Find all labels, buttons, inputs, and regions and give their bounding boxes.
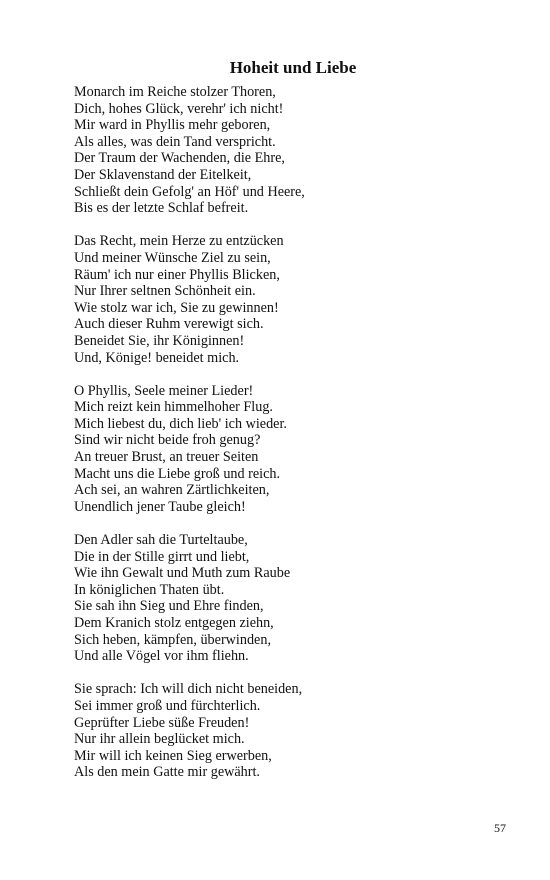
- poem-line: Macht uns die Liebe groß und reich.: [74, 465, 281, 482]
- poem-line: Räum' ich nur einer Phyllis Blicken,: [74, 266, 280, 283]
- poem-line: Auch dieser Ruhm verewigt sich.: [74, 316, 264, 333]
- poem-line: Als den mein Gatte mir gewährt.: [74, 764, 260, 781]
- poem-line: Den Adler sah die Turteltaube,: [74, 532, 248, 549]
- poem-line: Wie stolz war ich, Sie zu gewinnen!: [74, 299, 279, 316]
- poem-line: In königlichen Thaten übt.: [74, 581, 225, 598]
- poem-line: Dem Kranich stolz entgegen ziehn,: [74, 615, 274, 631]
- poem-line: Wie ihn Gewalt und Muth zum Raube: [74, 565, 291, 582]
- poem-line: Unendlich jener Taube gleich!: [74, 498, 246, 515]
- stanza-2: [74, 233, 514, 366]
- poem-line: Und alle Vögel vor ihm fliehn.: [74, 648, 249, 665]
- stanza-3: [74, 383, 514, 516]
- poem-line: Bis es der letzte Schlaf befreit.: [74, 200, 249, 217]
- poem-line: Die in der Stille girrt und liebt,: [74, 548, 250, 565]
- poem-line: Mich liebest du, dich lieb' ich wieder.: [74, 415, 287, 432]
- poem-line: Sei immer groß und fürchterlich.: [74, 697, 261, 714]
- poem-line: Dich, hohes Glück, verehr' ich nicht!: [74, 100, 284, 117]
- stanza-4: [74, 532, 514, 665]
- poem-line: Und meiner Wünsche Ziel zu sein,: [74, 249, 271, 266]
- poem-line: Als alles, was dein Tand verspricht.: [74, 133, 276, 150]
- poem-line: Und, Könige! beneidet mich.: [74, 349, 240, 366]
- page-title: Hoheit und Liebe: [229, 58, 357, 77]
- poem-line: Der Traum der Wachenden, die Ehre,: [74, 150, 285, 167]
- poem-line: Schließt dein Gefolg' an Höf' und Heere,: [74, 183, 305, 200]
- poem-line: Ach sei, an wahren Zärtlichkeiten,: [74, 482, 270, 499]
- poem-line: Sich heben, kämpfen, überwinden,: [74, 631, 271, 648]
- poem-line: O Phyllis, Seele meiner Lieder!: [74, 382, 254, 399]
- poem-line: Beneidet Sie, ihr Königinnen!: [74, 332, 245, 349]
- stanza-5: [74, 681, 514, 781]
- poem-line: Der Sklavenstand der Eitelkeit,: [74, 166, 252, 183]
- poem-line: An treuer Brust, an treuer Seiten: [74, 449, 259, 466]
- poem-line: Nur Ihrer seltnen Schönheit ein.: [74, 283, 256, 300]
- stanza-1: [74, 84, 514, 217]
- poem-line: Das Recht, mein Herze zu entzücken: [74, 233, 284, 250]
- poem-line: Nur ihr allein beglücket mich.: [74, 731, 245, 748]
- poem-line: Sie sprach: Ich will dich nicht beneiden,: [74, 681, 303, 698]
- poem-line: Sind wir nicht beide froh genug?: [74, 432, 261, 449]
- poem-line: Mir ward in Phyllis mehr geboren,: [74, 117, 271, 134]
- poem-line: Geprüfter Liebe süße Freuden!: [74, 714, 250, 731]
- page-number: 57: [494, 821, 506, 835]
- poem-line: Mir will ich keinen Sieg erwerben,: [74, 747, 272, 764]
- poem-line: Monarch im Reiche stolzer Thoren,: [74, 84, 276, 100]
- poem-line: Mich reizt kein himmelhoher Flug.: [74, 399, 273, 416]
- poem-line: Sie sah ihn Sieg und Ehre finden,: [74, 598, 264, 615]
- poem-body: [74, 84, 514, 798]
